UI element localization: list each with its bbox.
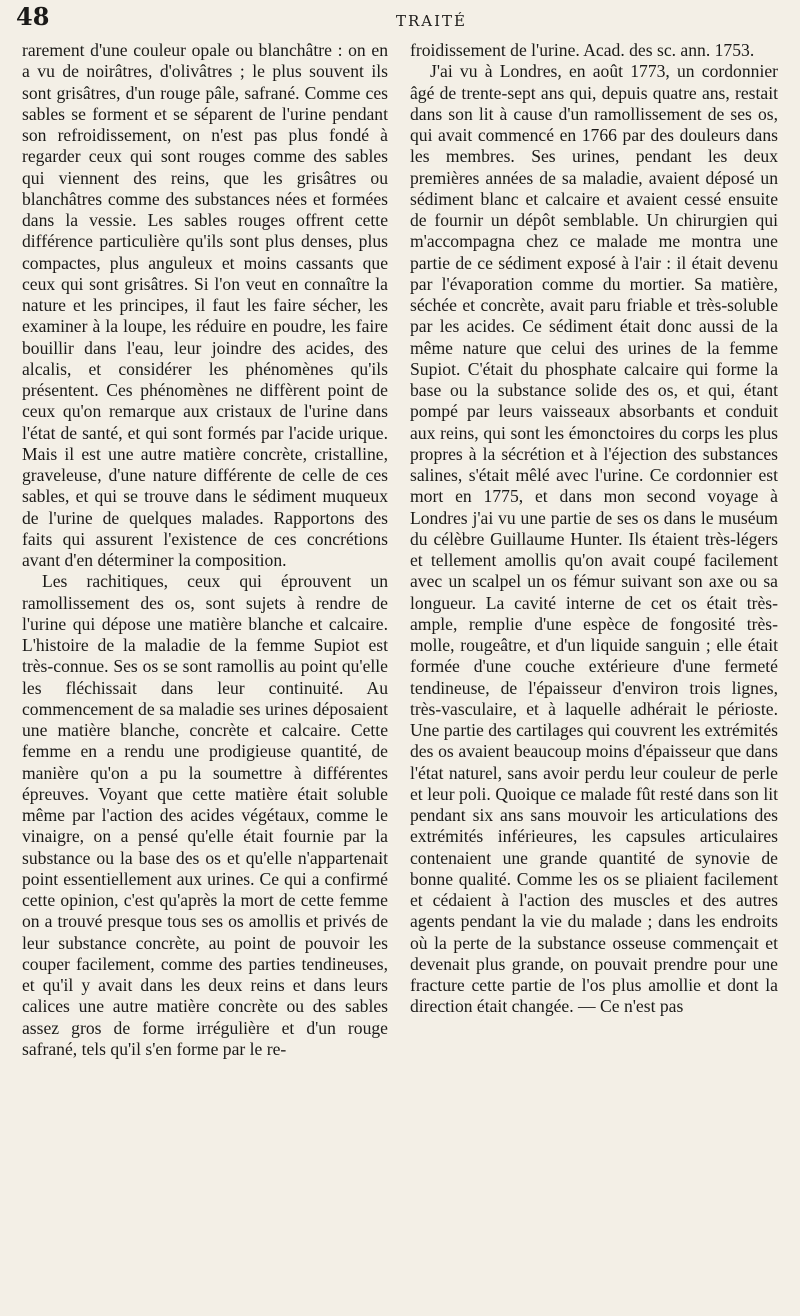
right-column	[410, 40, 778, 1018]
left-paragraph-1: rarement d'une couleur opale ou blanchâtre : on en a vu de noirâtres, d'olivâtres ; le plus souvent ils sont grisâtres, d'un rouge pâle, safrané. Comme ces sables se forment et se séparent de l'urine pendant son refroidissement, on n'est pas plus fondé à regarder ceux qui sont rouges comme des sables qui viennent des reins, que les grisâtres ou blanchâtres comme des substances nées et formées dans la vessie. Les sables rouges offrent cette différence particulière qu'ils sont plus denses, plus compactes, plus anguleux et moins cassants que ceux qui sont grisâtres. Si l'on veut en connaître la nature et les principes, il faut les faire sécher, les examiner à la loupe, les réduire en poudre, les faire bouillir dans l'eau, leur joindre des acides, des alcalis, et considérer les phénomènes qu'ils présentent. Ces phénomènes ne diffèrent point de ceux qu'on remarque aux cristaux de l'urine dans l'état de santé, et qui sont formés par l'acide urique. Mais il est une autre matière concrète, cristalline, graveleuse, d'une nature différente de celle de ces sables, et qui se trouve dans le sédiment muqueux de l'urine de quelques malades. Rapportons des faits qui assurent l'existence de ces concrétions avant d'en déterminer la composition.	[22, 40, 388, 570]
left-paragraph-2: Les rachitiques, ceux qui éprouvent un ramollissement des os, sont sujets à rendre de l'urine qui dépose une matière blanche et calcaire. L'histoire de la maladie de la femme Supiot est très-connue. Ses os se sont ramollis au point qu'elle les fléchissait dans leur continuité. Au commencement de sa maladie ses urines déposaient une matière blanche, concrète et calcaire. Cette femme en a rendu une prodigieuse quantité, de manière qu'on a pu la soumettre à différentes épreuves. Voyant que cette matière était soluble même par l'action des acides végétaux, comme le vinaigre, on a pensé qu'elle était fournie par la substance ou la base des os et qu'elle n'appartenait point essentiellement aux urines. Ce qui a confirmé cette opinion, c'est qu'après la mort de cette femme on a trouvé presque tous ses os amollis et privés de leur substance concrète, au point de pouvoir les couper facilement, comme des parties tendineuses, et qu'il y avait dans les deux reins et dans leurs calices une autre matière concrète ou des sables assez gros de forme irrégulière et d'un rouge safrané, tels qu'il s'en forme par le re-	[22, 571, 388, 1059]
right-paragraph-2: J'ai vu à Londres, en août 1773, un cordonnier âgé de trente-sept ans qui, depuis quatre ans, restait dans son lit à cause d'un ramollissement de ses os, qui avait commencé en 1766 par des douleurs dans les membres. Ses urines, pendant les deux premières années de sa maladie, avaient déposé un sédiment blanc et calcaire et avaient cessé ensuite de fournir un dépôt semblable. Un chirurgien qui m'accompagna chez ce malade me montra une partie de ce sédiment exposé à l'air : il était devenu par l'évaporation comme du mortier. Sa matière, séchée et concrète, avait paru friable et très-soluble par les acides. Ce sédiment était donc aussi de la même nature que celui des urines de la femme Supiot. C'était du phosphate calcaire qui forme la base ou la substance solide des os, et qui, étant pompé par leurs vaisseaux absorbants et conduit aux reins, qui sont les émonctoires du corps les plus propres à la sécrétion et à l'éjection des substances salines, s'était mêlé avec l'urine. Ce cordonnier est mort en 1775, et dans mon second voyage à Londres j'ai vu une partie de ses os dans le muséum du célèbre Guillaume Hunter. Ils étaient très-légers et tellement amollis qu'on avait coupé facilement avec un scalpel un os fémur suivant son axe ou sa longueur. La cavité interne de cet os était très-ample, remplie d'une espèce de fongosité très-molle, rougeâtre, et d'un liquide sanguin ; elle était formée d'une couche extérieure d'une fermeté tendineuse, de l'épaisseur d'environ trois lignes, très-vasculaire, et à laquelle adhérait le périoste. Une partie des cartilages qui couvrent les extrémités des os avaient beaucoup moins d'épaisseur que dans l'état naturel, sans avoir perdu leur couleur de perle et leur poli. Quoique ce malade fût resté dans son lit pendant six ans sans mouvoir les articulations des extrémités inférieures, les capsules articulaires contenaient une grande quantité de synovie de bonne qualité. Comme les os se pliaient facilement et cédaient à l'action des muscles et des autres agents pendant la vie du malade ; dans les endroits où la perte de la substance osseuse commençait et devenait plus grande, on pouvait prendre pour une fracture cette partie de l'os plus amollie et dont la direction était changée. — Ce n'est pas	[410, 61, 778, 1017]
right-paragraph-1: froidissement de l'urine. Acad. des sc. ann. 1753.	[410, 40, 755, 60]
page-number: 48	[16, 2, 50, 31]
running-title: TRAITÉ	[396, 12, 468, 30]
left-column	[22, 40, 388, 1060]
